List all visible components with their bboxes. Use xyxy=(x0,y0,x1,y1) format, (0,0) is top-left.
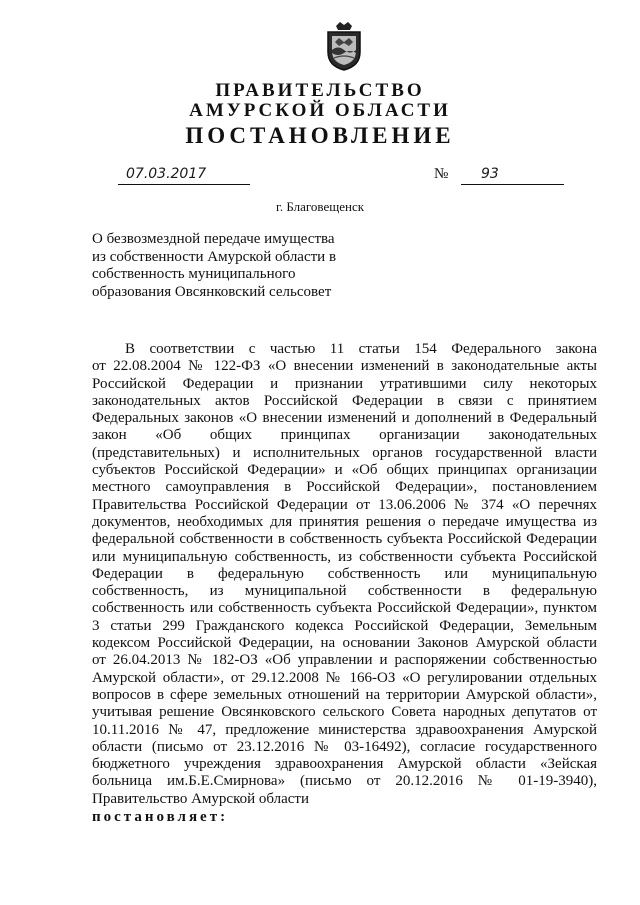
body-line: бюджетного учреждения здравоохранения Амурской области «Зейская xyxy=(92,756,597,773)
subject-line: О безвозмездной передаче имущества xyxy=(92,231,335,247)
number-sign: № xyxy=(434,166,449,182)
date-field xyxy=(118,167,250,185)
body-line: В соответствии с частью 11 статьи 154 Федерального закона xyxy=(125,341,597,357)
subject-block xyxy=(92,231,352,301)
date-value: 07.03.2017 xyxy=(126,166,207,182)
body-line: собственность, из муниципальной собственности в федеральную xyxy=(92,583,597,600)
body-line: Правительства Российской Федерации от 13.06.2006 № 374 «О перечнях xyxy=(92,496,597,513)
subject-line: из собственности Амурской области в xyxy=(92,248,337,265)
body-line: Амурской области», от 29.12.2008 № 166-ОЗ «О регулировании отдельных xyxy=(92,669,597,686)
body-line: субъектов Российской Федерации» и «Об общих принципах организации xyxy=(92,462,597,479)
body-line: местного самоуправления в Российской Федерации», постановлением xyxy=(92,479,597,496)
body-line: 3 статьи 299 Гражданского кодекса Российской Федерации, Земельным xyxy=(92,617,597,634)
number-field xyxy=(461,167,564,185)
government-name-line1: ПРАВИТЕЛЬСТВО xyxy=(215,80,425,101)
body-line: от 22.08.2004 № 122-ФЗ «О внесении изменений в законодательные акты xyxy=(92,358,597,375)
body-line: 10.11.2016 № 47, предложение министерства здравоохранения Амурской xyxy=(92,721,597,738)
government-name-line2: АМУРСКОЙ ОБЛАСТИ xyxy=(189,100,451,121)
body-line: вопросов в сфере земельных отношений на территории Амурской области», xyxy=(92,686,597,703)
body-line: или муниципальную собственность, из собственности субъекта Российской xyxy=(92,548,597,565)
body-line: федеральной собственности в собственность субъекта Российской Федерации xyxy=(92,531,597,548)
resolves-heading: постановляет: xyxy=(92,809,229,826)
body-line: Федеральных законов «О внесении изменений и дополнений в Федеральный xyxy=(92,410,597,427)
subject-line: собственность муниципального xyxy=(92,266,296,282)
body-line: области (письмо от 23.12.2016 № 03-16492), согласие государственного xyxy=(92,738,597,755)
body-line: документов, необходимых для принятия решения о передаче имущества из xyxy=(92,513,597,530)
body-line: (представительных) и исполнительных органов государственной власти xyxy=(92,444,597,461)
subject-line: образования Овсянковский сельсовет xyxy=(92,283,332,300)
coat-of-arms-icon xyxy=(322,20,366,72)
document-type-title: ПОСТАНОВЛЕНИЕ xyxy=(185,123,455,148)
body-line: от 26.04.2013 № 182-ОЗ «Об управлении и распоряжении собственностью xyxy=(92,652,597,669)
number-value: 93 xyxy=(481,166,499,182)
body-line: Российской Федерации и признании утратившими силу некоторых xyxy=(92,375,597,392)
body-paragraph xyxy=(92,341,597,826)
city-label: г. Благовещенск xyxy=(275,199,365,214)
body-line: больница им.Б.Е.Смирнова» (письмо от 20.12.2016 № 01-19-3940), xyxy=(92,773,597,790)
body-line: Правительство Амурской области xyxy=(92,790,310,807)
body-line: закон «Об общих принципах организации законодательных xyxy=(92,427,597,444)
body-line: Федерации в федеральную собственность или муниципальную xyxy=(92,565,597,582)
body-line: собственность или собственность субъекта Российской Федерации», пунктом xyxy=(92,600,597,617)
body-line: законодательных актов Российской Федерации в связи с принятием xyxy=(92,392,597,409)
body-line: учитывая решение Овсянковского сельского Совета народных депутатов от xyxy=(92,704,597,721)
body-line: кодексом Российской Федерации, на основании Законов Амурской области xyxy=(92,635,597,652)
